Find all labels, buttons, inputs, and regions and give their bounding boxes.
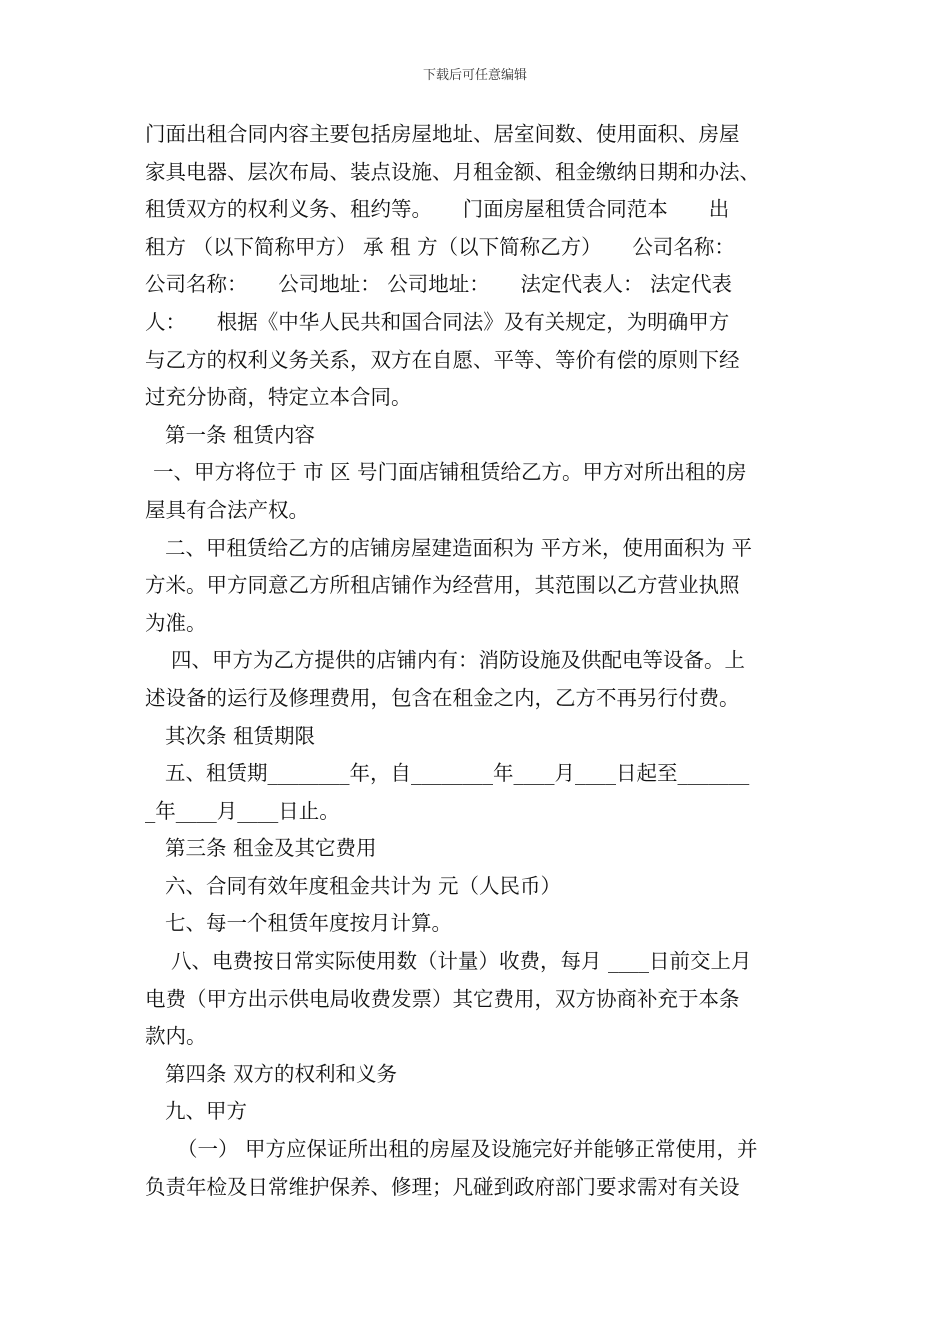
clause-line: 八、电费按日常实际使用数（计量）收费，每月 ____日前交上月 bbox=[171, 949, 752, 974]
clause-line: 六、合同有效年度租金共计为 元（人民币） bbox=[165, 873, 562, 898]
text-line: _年____月____日止。 bbox=[145, 798, 340, 823]
clause-line: 九、甲方 bbox=[165, 1099, 247, 1124]
section-heading: 第三条 租金及其它费用 bbox=[165, 836, 377, 861]
text-line: 屋具有合法产权。 bbox=[145, 497, 309, 522]
text-line: 家具电器、层次布局、装点设施、月租金额、租金缴纳日期和办法、 bbox=[145, 159, 760, 184]
clause-line: （一） 甲方应保证所出租的房屋及设施完好并能够正常使用，并 bbox=[177, 1137, 758, 1162]
document-body bbox=[145, 116, 815, 1206]
text-line: 门面出租合同内容主要包括房屋地址、居室间数、使用面积、房屋 bbox=[145, 122, 740, 146]
text-line: 负责年检及日常维护保养、修理；凡碰到政府部门要求需对有关设 bbox=[145, 1174, 740, 1199]
text-line: 与乙方的权利义务关系，双方在自愿、平等、等价有偿的原则下经 bbox=[145, 347, 740, 372]
text-line: 方米。甲方同意乙方所租店铺作为经营用，其范围以乙方营业执照 bbox=[145, 573, 740, 598]
text-line: 人： 根据《中华人民共和国合同法》及有关规定，为明确甲方 bbox=[145, 309, 730, 334]
clause-line: 七、每一个租赁年度按月计算。 bbox=[165, 911, 452, 936]
text-line: 租赁双方的权利义务、租约等。 门面房屋租赁合同范本 出 bbox=[145, 197, 730, 222]
text-line: 述设备的运行及修理费用，包含在租金之内，乙方不再另行付费。 bbox=[145, 685, 740, 710]
section-heading: 第一条 租赁内容 bbox=[165, 422, 316, 447]
text-line: 款内。 bbox=[145, 1024, 207, 1049]
clause-line: 四、甲方为乙方提供的店铺内有：消防设施及供配电等设备。上 bbox=[171, 648, 745, 673]
text-line: 租方 （以下简称甲方） 承 租 方（以下简称乙方） 公司名称： bbox=[145, 234, 735, 259]
text-line: 公司名称： 公司地址： 公司地址： 法定代表人： 法定代表 bbox=[145, 272, 733, 297]
section-heading: 其次条 租赁期限 bbox=[165, 723, 316, 748]
page-header: 下载后可任意编辑 bbox=[422, 68, 527, 83]
text-line: 为准。 bbox=[145, 610, 207, 635]
section-heading: 第四条 双方的权利和义务 bbox=[165, 1061, 398, 1086]
clause-line: 一、甲方将位于 市 区 号门面店铺租赁给乙方。甲方对所出租的房 bbox=[153, 460, 747, 485]
clause-line: 五、租赁期________年，自________年____月____日起至_______ bbox=[165, 761, 750, 786]
text-line: 电费（甲方出示供电局收费发票）其它费用，双方协商补充于本条 bbox=[145, 986, 740, 1011]
clause-line: 二、甲租赁给乙方的店铺房屋建造面积为 平方米，使用面积为 平 bbox=[165, 535, 753, 560]
text-line: 过充分协商，特定立本合同。 bbox=[145, 385, 412, 410]
